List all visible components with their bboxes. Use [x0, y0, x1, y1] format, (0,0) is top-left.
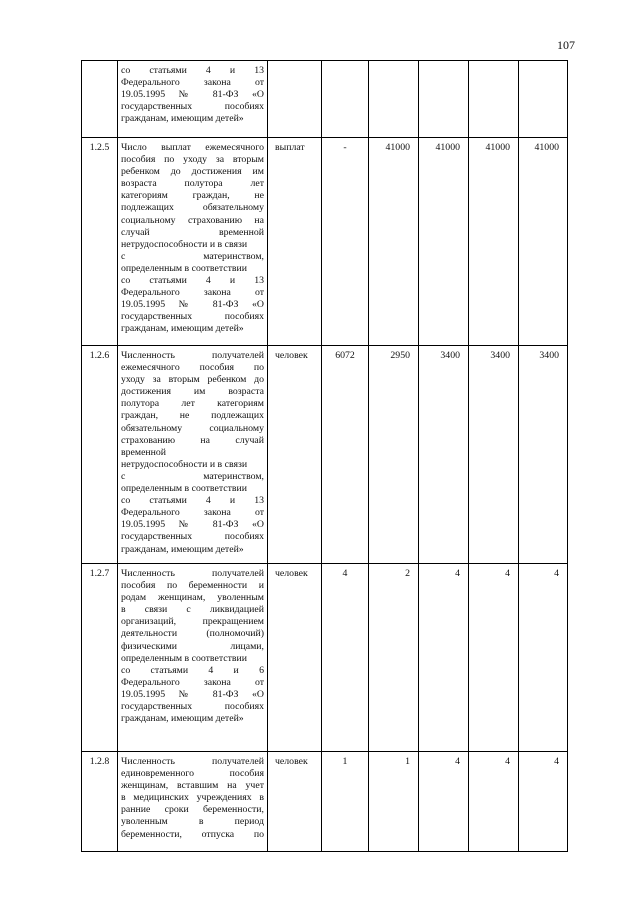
description-line: со статьями 4 и 6 [121, 664, 264, 676]
description-line: гражданам, имеющим детей» [121, 713, 244, 725]
value-cell [419, 61, 469, 138]
description-line: ежемесячного пособия по [121, 362, 264, 374]
description-line: социальному страхованию на [121, 214, 264, 226]
row-number: 1.2.8 [82, 752, 118, 852]
description-line: родам женщинам, уволенным [121, 592, 264, 604]
description-line: со статьями 4 и 13 [121, 275, 264, 287]
table-row [82, 138, 568, 346]
description-line: в связи с ликвидацией [121, 604, 264, 616]
row-number [82, 61, 118, 138]
row-number: 1.2.6 [82, 346, 118, 564]
value-cell: 3400 [419, 346, 469, 564]
description-line: гражданам, имеющим детей» [121, 543, 244, 555]
description-line: 19.05.1995 № 81-ФЗ «О [121, 89, 264, 101]
description-line: достижения им возраста [121, 386, 264, 398]
description-line: граждан, не подлежащих [121, 410, 264, 422]
row-description [118, 61, 268, 138]
row-description [118, 564, 268, 752]
value-cell: 41000 [369, 138, 419, 346]
description-line: со статьями 4 и 13 [121, 495, 264, 507]
description-line: физическими лицами, [121, 640, 264, 652]
description-line: ребенком до достижения им [121, 166, 264, 178]
value-cell: 2 [369, 564, 419, 752]
row-unit: человек [268, 346, 322, 564]
description-line: 19.05.1995 № 81-ФЗ «О [121, 299, 264, 311]
value-cell: 1 [322, 752, 369, 852]
description-line: страхованию на случай [121, 434, 264, 446]
description-line: нетрудоспособности и в связи [121, 238, 248, 250]
row-unit: выплат [268, 138, 322, 346]
indicator-table [81, 60, 568, 852]
description-line: Численность получателей [121, 350, 264, 361]
description-line: обязательному социальному [121, 422, 264, 434]
description-line: единовременного пособия [121, 768, 264, 780]
table-row [82, 564, 568, 752]
description-line: государственных пособиях [121, 311, 264, 323]
description-line: Численность получателей [121, 568, 264, 579]
description-line: организаций, прекращением [121, 616, 264, 628]
description-line: полутора лет категориям [121, 398, 264, 410]
value-cell: 1 [369, 752, 419, 852]
description-line: гражданам, имеющим детей» [121, 323, 244, 335]
value-cell: - [322, 138, 369, 346]
value-cell: 41000 [519, 138, 568, 346]
description-line: Число выплат ежемесячного [121, 142, 264, 153]
value-cell: 4 [519, 564, 568, 752]
value-cell: 6072 [322, 346, 369, 564]
value-cell: 41000 [419, 138, 469, 346]
description-line: временной [121, 446, 167, 458]
value-cell [322, 61, 369, 138]
description-line: Федерального закона от [121, 77, 264, 89]
description-line: уходу за вторым ребенком до [121, 374, 264, 386]
row-unit: человек [268, 564, 322, 752]
description-line: государственных пособиях [121, 701, 264, 713]
description-line: определенным в соответствии [121, 483, 247, 495]
value-cell: 4 [419, 752, 469, 852]
table-body [82, 61, 568, 852]
description-line: Численность получателей [121, 756, 264, 767]
table-row [82, 61, 568, 138]
description-line: определенным в соответствии [121, 652, 247, 664]
value-cell [369, 61, 419, 138]
value-cell: 4 [469, 564, 519, 752]
description-line: Федерального закона от [121, 507, 264, 519]
description-line: женщинам, вставшим на учет [121, 780, 264, 792]
row-description [118, 752, 268, 852]
description-line: беременности, отпуска по [121, 828, 264, 840]
page-number: 107 [557, 38, 575, 52]
value-cell: 41000 [469, 138, 519, 346]
row-unit: человек [268, 752, 322, 852]
description-line: ранние сроки беременности, [121, 804, 264, 816]
row-description [118, 138, 268, 346]
value-cell: 4 [519, 752, 568, 852]
description-line: государственных пособиях [121, 531, 264, 543]
description-line: Федерального закона от [121, 287, 264, 299]
value-cell: 2950 [369, 346, 419, 564]
description-line: возраста полутора лет [121, 178, 264, 190]
description-line: гражданам, имеющим детей» [121, 113, 244, 125]
description-line: деятельности (полномочий) [121, 628, 264, 640]
description-line: случай временной [121, 226, 264, 238]
description-line: определенным в соответствии [121, 262, 247, 274]
table-row [82, 346, 568, 564]
value-cell: 3400 [469, 346, 519, 564]
description-line: подлежащих обязательному [121, 202, 264, 214]
row-number: 1.2.5 [82, 138, 118, 346]
description-line: Федерального закона от [121, 676, 264, 688]
value-cell [519, 61, 568, 138]
row-description [118, 346, 268, 564]
description-line: пособия по уходу за вторым [121, 154, 264, 166]
value-cell: 3400 [519, 346, 568, 564]
table-row [82, 752, 568, 852]
description-line: государственных пособиях [121, 101, 264, 113]
description-line: со статьями 4 и 13 [121, 65, 264, 76]
value-cell: 4 [419, 564, 469, 752]
description-line: категориям граждан, не [121, 190, 264, 202]
value-cell: 4 [322, 564, 369, 752]
description-line: в медицинских учреждениях в [121, 792, 264, 804]
description-line: с материнством, [121, 470, 264, 482]
description-line: с материнством, [121, 250, 264, 262]
description-line: 19.05.1995 № 81-ФЗ «О [121, 688, 264, 700]
value-cell [469, 61, 519, 138]
value-cell: 4 [469, 752, 519, 852]
row-unit [268, 61, 322, 138]
description-line: 19.05.1995 № 81-ФЗ «О [121, 519, 264, 531]
description-line: нетрудоспособности и в связи [121, 458, 248, 470]
description-line: пособия по беременности и [121, 580, 264, 592]
row-number: 1.2.7 [82, 564, 118, 752]
description-line: уволенным в период [121, 816, 264, 828]
